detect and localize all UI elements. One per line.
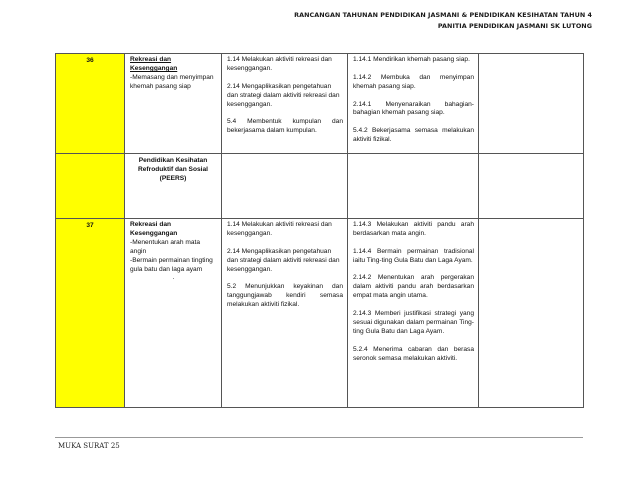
page-number-label: MUKA SURAT 25 — [58, 442, 120, 450]
standard-item: 2.14 Mengaplikasikan pengetahuan dan strategi dalam aktiviti rekreasi dan kesenggangan. — [227, 247, 340, 273]
peers-title-line-3: (PEERS) — [159, 174, 187, 182]
objective-item: 2.14.1 Menyenaraikan bahagian-bahagian khemah pasang siap. — [353, 100, 474, 117]
empty-cell — [348, 154, 479, 219]
standard-item: 5.2 Menunjukkan keyakinan dan tanggungjawab kendiri semasa melakukan aktiviti fizikal. — [227, 283, 343, 309]
objective-item: 2.14.3 Memberi justifikasi strategi yang sesuai digunakan dalam permainan Ting-ting Gula Batu dan Laga Ayam. — [353, 310, 474, 335]
document-header — [294, 10, 592, 31]
week-number-cell — [56, 54, 125, 154]
objectives-cell — [348, 54, 479, 154]
standards-cell — [222, 54, 348, 154]
standard-item: 1.14 Melakukan aktiviti rekreasi dan kesenggangan. — [227, 56, 332, 72]
objectives-cell — [348, 219, 479, 408]
empty-cell — [479, 154, 584, 219]
objective-item: 2.14.2 Menentukan arah pergerakan dalam aktiviti pandu arah berdasarkan empat mata angin utama. — [353, 274, 474, 300]
standard-item: 1.14 Melakukan aktiviti rekreasi dan kesenggangan. — [227, 221, 332, 237]
table-row-week-36 — [56, 54, 584, 154]
objective-item: 1.14.1 Mendirikan khemah pasang siap. — [353, 56, 470, 63]
objective-item: 1.14.2 Membuka dan menyimpan khemah pasang siap. — [353, 73, 474, 90]
unit-title-line-2: Kesenggangan — [130, 229, 178, 237]
week-number: 37 — [86, 222, 94, 229]
footer-divider — [55, 437, 583, 438]
objective-item: 5.2.4 Menerima cabaran dan berasa seronok semasa melakukan aktiviti. — [353, 345, 474, 362]
notes-cell — [479, 219, 584, 408]
week-number: 36 — [86, 57, 94, 64]
objective-item: 5.4.2 Bekerjasama semasa melakukan aktiviti fizikal. — [353, 127, 474, 144]
standard-item: 2.14 Mengaplikasikan pengetahuan dan strategi dalam aktiviti rekreasi dan kesenggangan. — [227, 82, 340, 108]
peers-cell — [125, 154, 222, 219]
unit-description: -Menentukan arah mata angin -Bermain permainan tingting gula batu dan laga ayam — [130, 238, 213, 273]
notes-cell — [479, 54, 584, 154]
yearly-plan-table — [55, 53, 584, 408]
empty-cell — [222, 154, 348, 219]
unit-title-line-1: Rekreasi dan — [130, 221, 172, 228]
unit-title-line-1: Rekreasi dan — [130, 56, 172, 63]
week-number-cell — [56, 219, 125, 408]
unit-dot: . — [172, 274, 175, 282]
table-row-week-37 — [56, 219, 584, 408]
unit-title-line-2: Kesenggangan — [130, 64, 178, 72]
table-row-peers — [56, 154, 584, 219]
standards-cell — [222, 219, 348, 408]
peers-title-line-2: Refroduktif dan Sosial — [138, 165, 208, 173]
unit-cell — [125, 219, 222, 408]
objective-item: 1.14.4 Bermain permainan tradisional iaitu Ting-ting Gula Batu dan Laga Ayam. — [353, 247, 474, 264]
objective-item: 1.14.3 Melakukan aktiviti pandu arah berdasarkan mata angin. — [353, 221, 474, 237]
standard-item: 5.4 Membentuk kumpulan dan bekerjasama dalam kumpulan. — [227, 118, 343, 135]
unit-cell — [125, 54, 222, 154]
week-number-cell — [56, 154, 125, 219]
peers-title-line-1: Pendidikan Kesihatan — [138, 157, 208, 164]
header-subtitle: PANITIA PENDIDIKAN JASMANI SK LUTONG — [437, 21, 592, 30]
unit-description: -Memasang dan menyimpan khemah pasang siap — [130, 73, 214, 90]
header-title: RANCANGAN TAHUNAN PENDIDIKAN JASMANI & PENDIDIKAN KESIHATAN TAHUN 4 — [294, 11, 592, 19]
